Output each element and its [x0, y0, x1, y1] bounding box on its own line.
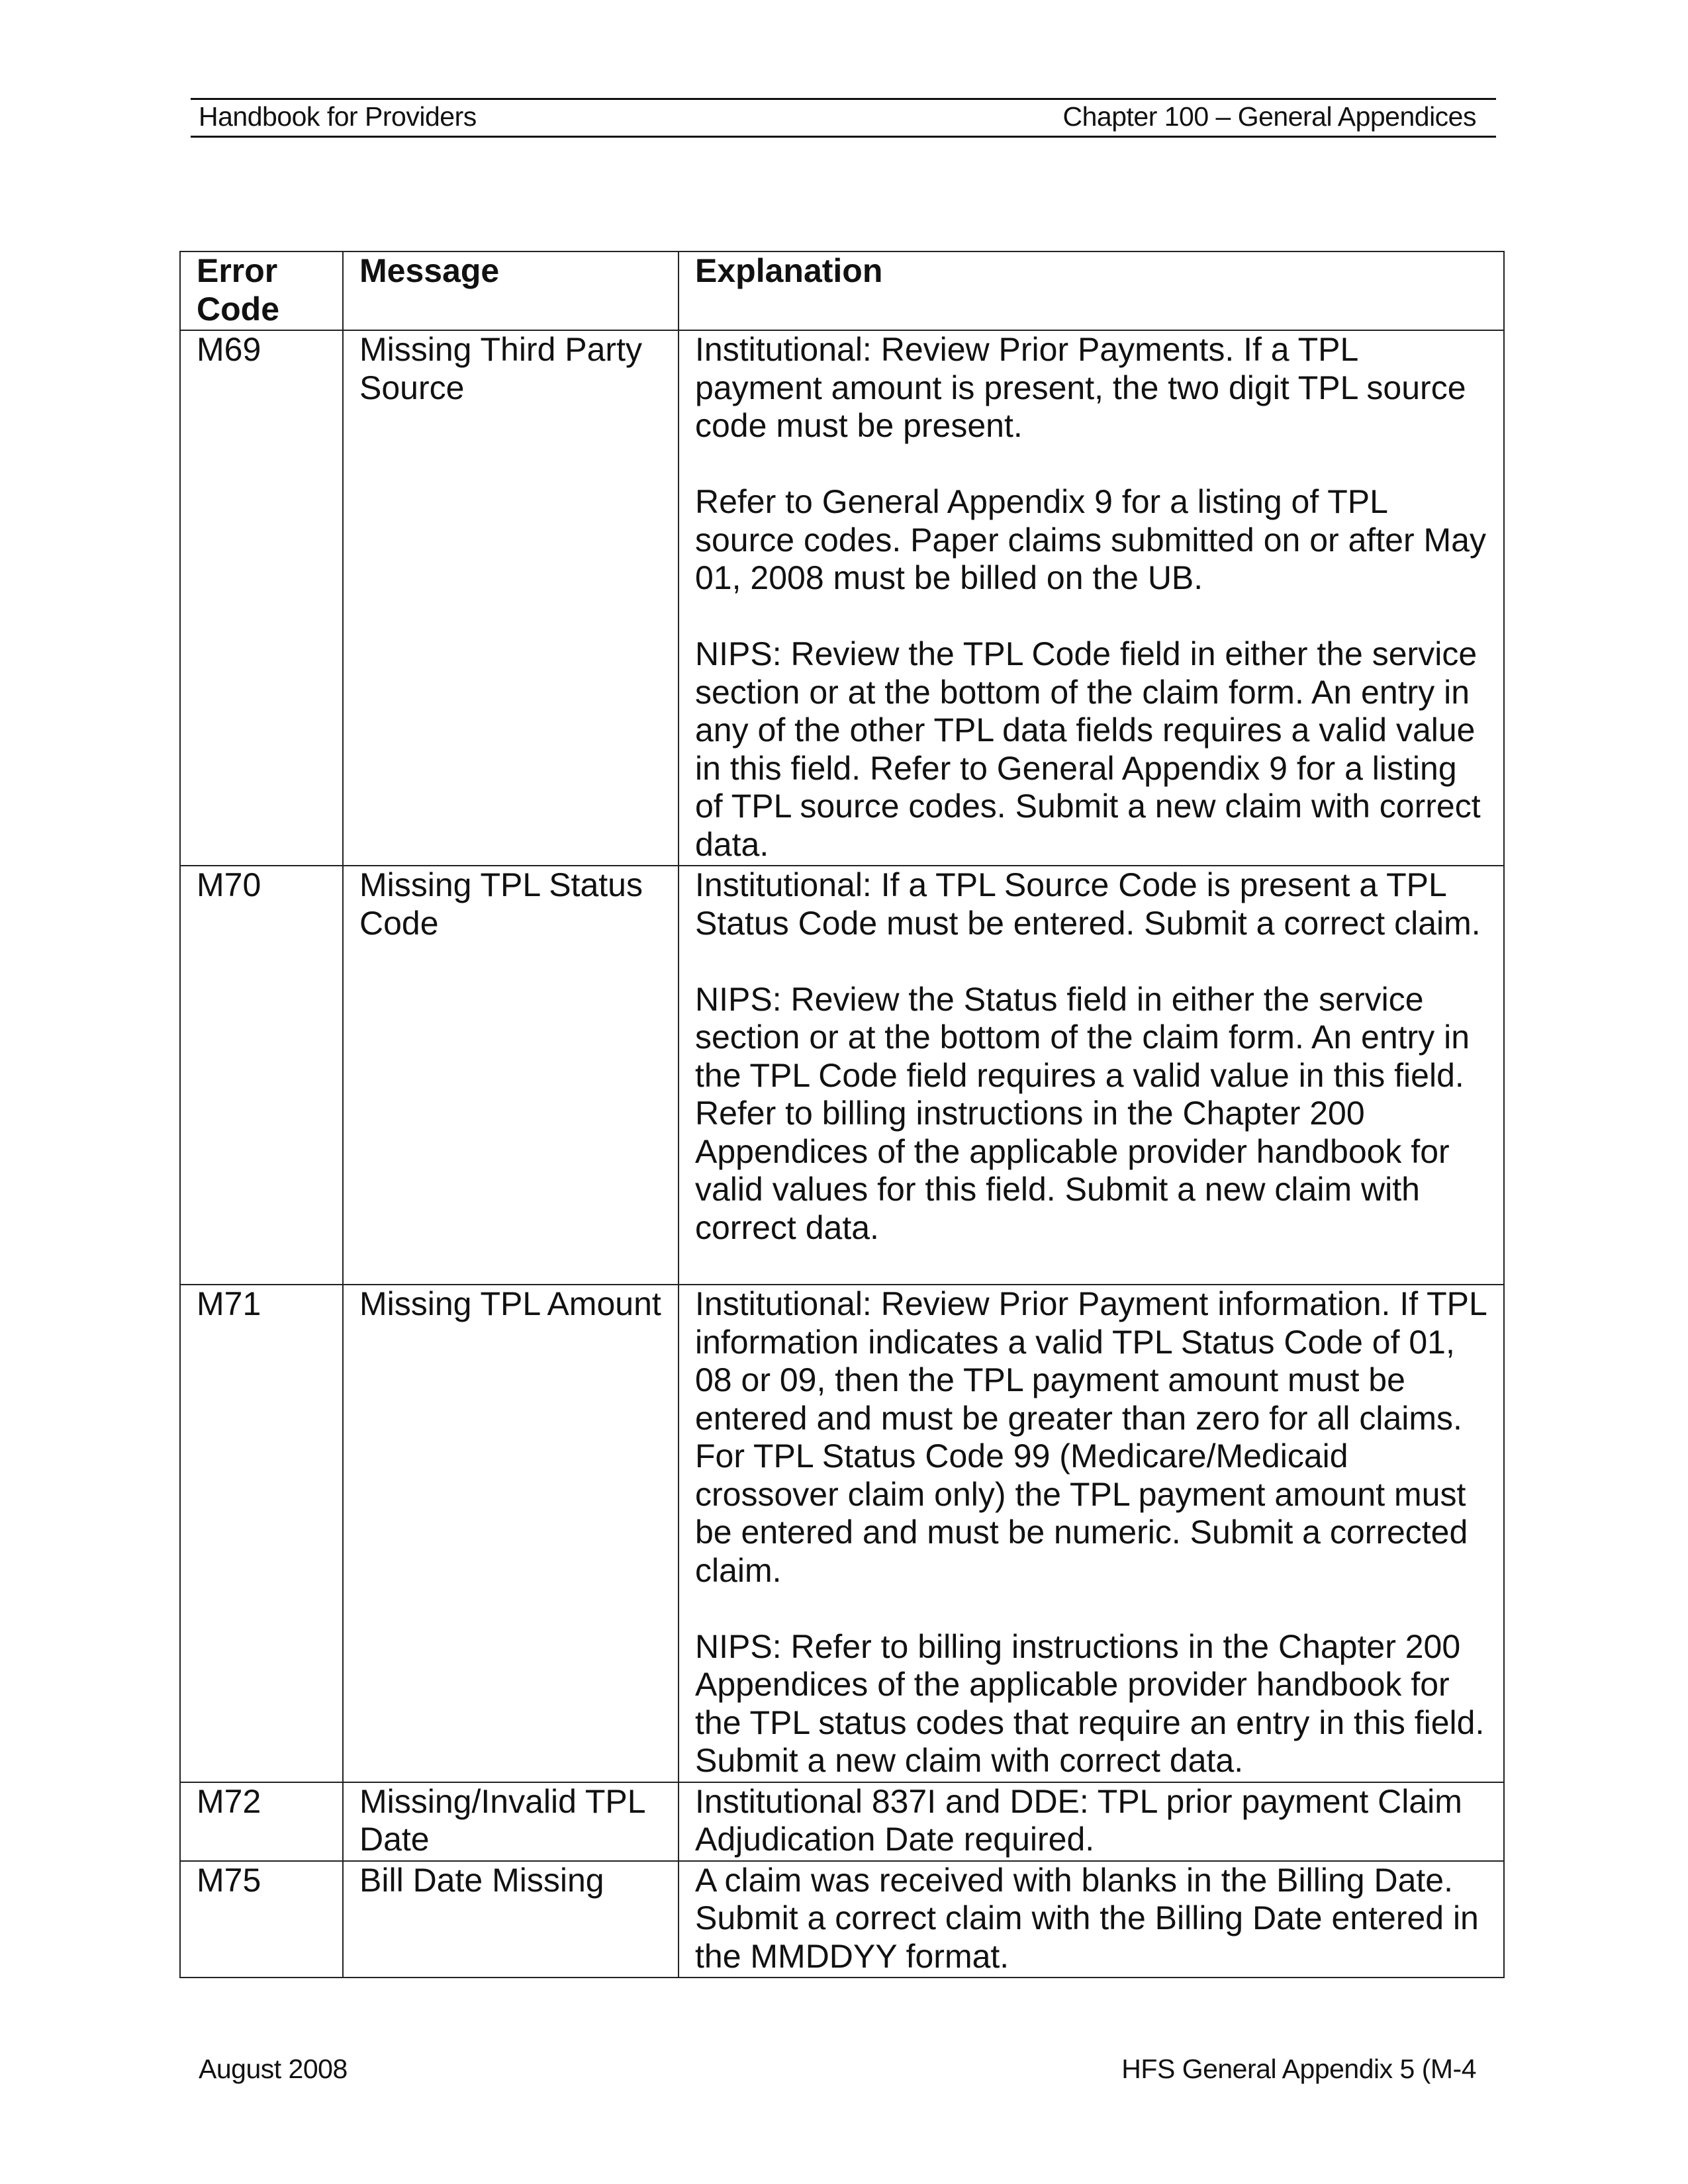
column-header-error-code: Error Code: [180, 251, 343, 330]
message-cell: Missing TPL Amount: [343, 1285, 679, 1782]
explanation-cell: [679, 330, 1504, 866]
explanation-paragraph: Institutional: Review Prior Payments. If a TPL payment amount is present, the two digit TPL source code must be present.: [695, 331, 1466, 444]
explanation-paragraph: A claim was received with blanks in the Billing Date. Submit a correct claim with the Billing Date entered in the MMDDYY format.: [695, 1861, 1479, 1975]
explanation-paragraph: Institutional 837I and DDE: TPL prior payment Claim Adjudication Date required.: [695, 1782, 1462, 1858]
explanation-paragraph: Institutional: If a TPL Source Code is present a TPL Status Code must be entered. Submit a correct claim.: [695, 866, 1481, 942]
table-row: [180, 1782, 1504, 1861]
message-cell: Missing TPL Status Code: [343, 866, 679, 1285]
error-code-cell: M70: [180, 866, 343, 1285]
header-bottom-rule: [191, 136, 1496, 138]
explanation-cell: [679, 1861, 1504, 1978]
footer-page-id: HFS General Appendix 5 (M-4: [1121, 2054, 1476, 2084]
table-row: [180, 330, 1504, 866]
message-cell: Missing Third Party Source: [343, 330, 679, 866]
explanation-cell: [679, 866, 1504, 1285]
message-cell: Missing/Invalid TPL Date: [343, 1782, 679, 1861]
error-code-table: [179, 251, 1505, 1978]
table-header-row: [180, 251, 1504, 330]
explanation-paragraph: NIPS: Refer to billing instructions in the Chapter 200 Appendices of the applicable provider handbook for the TPL status codes that require an entry in this field. Submit a new claim with correct data.: [695, 1627, 1485, 1779]
header-right: Chapter 100 – General Appendices: [1062, 101, 1476, 132]
explanation-paragraph: NIPS: Review the TPL Code field in either the service section or at the bottom of the claim form. An entry in any of the other TPL data fields requires a valid value in this field. Refer to General Appendix 9 for a listing of TPL source codes. Submit a new claim with correct data.: [695, 635, 1481, 863]
table-row: [180, 1861, 1504, 1978]
table-row: [180, 866, 1504, 1285]
explanation-cell: [679, 1285, 1504, 1782]
footer-date: August 2008: [199, 2054, 348, 2084]
error-code-cell: M72: [180, 1782, 343, 1861]
header-left: Handbook for Providers: [199, 101, 477, 132]
error-code-cell: M69: [180, 330, 343, 866]
explanation-paragraph: Institutional: Review Prior Payment information. If TPL information indicates a valid TPL Status Code of 01, 08 or 09, then the TPL payment amount must be entered and must be greater than zero for all claims. For TPL Status Code 99 (Medicare/Medicaid crossover claim only) the TPL payment amount must be entered and must be numeric. Submit a corrected claim.: [695, 1285, 1486, 1589]
column-header-message: Message: [343, 251, 679, 330]
column-header-explanation: Explanation: [679, 251, 1504, 330]
error-code-cell: M75: [180, 1861, 343, 1978]
explanation-cell: [679, 1782, 1504, 1861]
error-code-cell: M71: [180, 1285, 343, 1782]
explanation-paragraph: NIPS: Review the Status field in either the service section or at the bottom of the claim form. An entry in the TPL Code field requires a valid value in this field. Refer to billing instructions in the Chapter 200 Appendices of the applicable provider handbook for valid values for this field. Submit a new claim with correct data.: [695, 980, 1470, 1246]
table-row: [180, 1285, 1504, 1782]
explanation-paragraph: Refer to General Appendix 9 for a listing of TPL source codes. Paper claims submitted on or after May 01, 2008 must be billed on the UB.: [695, 483, 1486, 596]
message-cell: Bill Date Missing: [343, 1861, 679, 1978]
